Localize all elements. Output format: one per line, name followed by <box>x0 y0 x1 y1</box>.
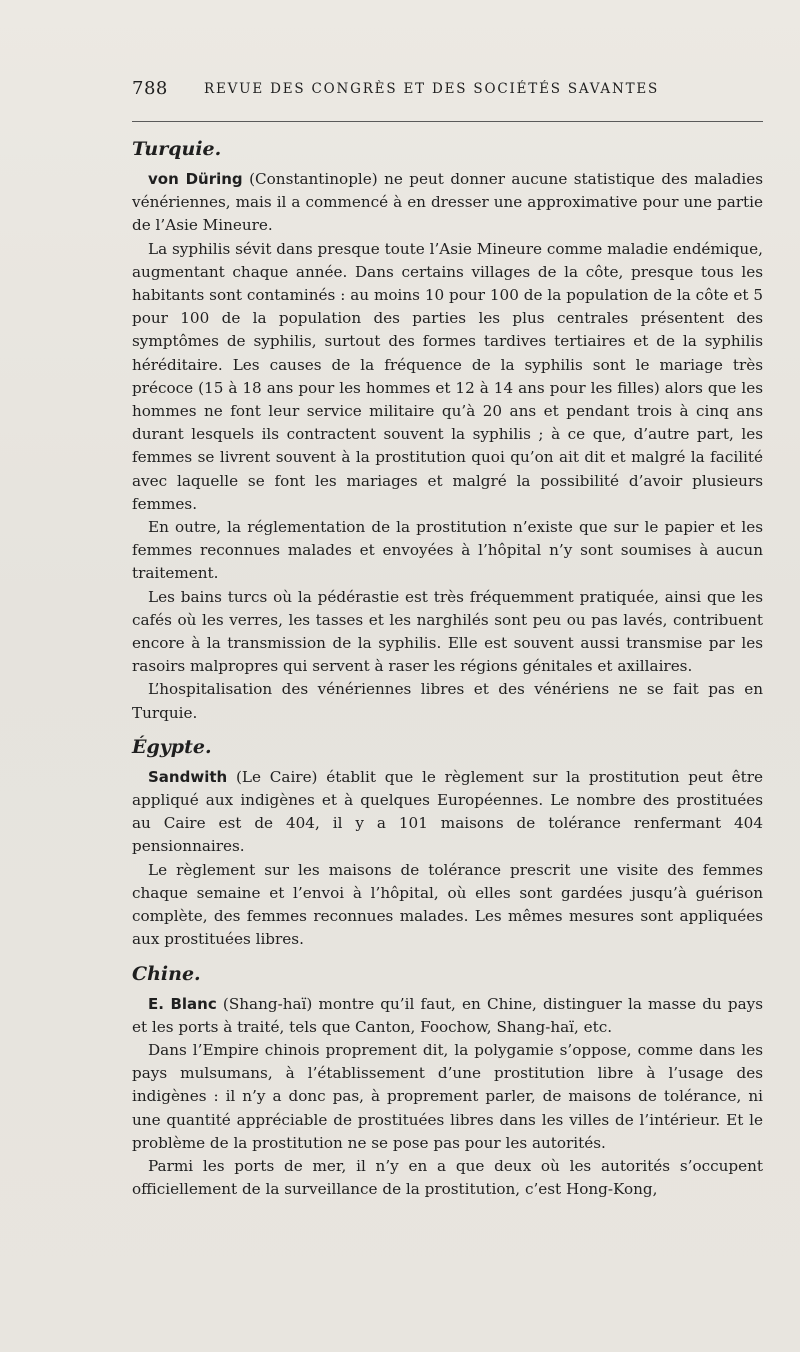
paragraph <box>132 586 763 679</box>
paragraph-text: (Constantinople) ne peut donner aucune statistique des maladies vénériennes, mais il a commencé à en dresser une approximative pour une partie de l’Asie Mineure. <box>132 170 763 235</box>
page-header <box>132 78 762 104</box>
paragraph <box>132 516 763 586</box>
paragraph <box>132 766 763 859</box>
author-name: Sandwith <box>148 767 228 786</box>
paragraph <box>132 168 763 238</box>
paragraph <box>132 678 763 724</box>
paragraph-text: Le règlement sur les maisons de tolérance prescrit une visite des femmes chaque semaine et l’envoi à l’hôpital, où elles sont gardées jusqu’à guérison complète, des femmes reconnues malades. Les mêmes mesures sont appliquées aux prostituées libres. <box>132 860 763 949</box>
paragraph <box>132 1155 763 1201</box>
page-body <box>132 136 763 1201</box>
paragraph <box>132 859 763 952</box>
paragraph <box>132 1039 763 1155</box>
paragraph-text: En outre, la réglementation de la prostitution n’existe que sur le papier et les femmes reconnues malades et envoyées à l’hôpital n’y sont soumises à aucun traitement. <box>132 518 763 583</box>
paragraph-text: (Le Caire) établit que le règlement sur la prostitution peut être appliqué aux indigènes et à quelques Européennes. Le nombre des prostituées au Caire est de 404, il y a 101 maisons de tolérance renfermant 404 pensionnaires. <box>132 767 763 856</box>
author-name: von Düring <box>148 170 243 188</box>
paragraph-text: L’hospitalisation des vénériennes libres et des vénériens ne se fait pas en Turquie. <box>132 680 763 722</box>
paragraph-text: (Shang-haï) montre qu’il faut, en Chine, distinguer la masse du pays et les ports à traité, tels que Canton, Foochow, Shang-haï, etc. <box>132 994 764 1036</box>
section-title-turquie: Turquie. <box>132 138 222 160</box>
section-title-egypte: Égypte. <box>132 735 212 758</box>
page-number: 788 <box>132 78 168 99</box>
paragraph <box>132 993 763 1039</box>
author-name: E. Blanc <box>148 994 217 1013</box>
paragraph <box>132 238 763 516</box>
section-title-chine: Chine. <box>132 962 201 985</box>
running-title: REVUE DES CONGRÈS ET DES SOCIÉTÉS SAVANTES <box>204 81 660 97</box>
paragraph-text: La syphilis sévit dans presque toute l’Asie Mineure comme maladie endémique, augmentant chaque année. Dans certains villages de la côte, presque tous les habitants sont contaminés : au moins 10 pour 100 de la population de la côte et 5 pour 100 de la population des parties les plus centrales présentent des symptômes de syphilis, surtout des formes tardives tertiaires et de la syphilis héréditaire. Les causes de la fréquence de la syphilis sont le mariage très précoce (15 à 18 ans pour les hommes et 12 à 14 ans pour les filles) alors que les hommes ne font leur service militaire qu’à 20 ans et pendant trois à cinq ans durant lesquels ils contractent souvent la syphilis ; à ce que, d’autre part, les femmes se livrent souvent à la prostitution quoi qu’on ait dit et malgré la facilité avec laquelle se font les mariages et malgré la possibilité d’avoir plusieurs femmes. <box>132 239 763 513</box>
paragraph-text: Les bains turcs où la pédérastie est très fréquemment pratiquée, ainsi que les cafés où les verres, les tasses et les narghilés sont peu ou pas lavés, contribuent encore à la transmission de la syphilis. Elle est souvent aussi transmise par les rasoirs malpropres qui servent à raser les régions génitales et axillaires. <box>132 587 763 676</box>
paragraph-text: Dans l’Empire chinois proprement dit, la polygamie s’oppose, comme dans les pays mulsumans, à l’établissement d’une prostitution libre à l’usage des indigènes : il n’y a donc pas, à proprement parler, de maisons de tolérance, ni une quantité appréciable de prostituées libres dans les villes de l’intérieur. Et le problème de la prostitution ne se pose pas pour les autorités. <box>132 1040 763 1152</box>
paragraph-text: Parmi les ports de mer, il n’y en a que deux où les autorités s’occupent officiellement de la surveillance de la prostitution, c’est Hong-Kong, <box>132 1156 763 1199</box>
header-rule <box>132 121 763 122</box>
